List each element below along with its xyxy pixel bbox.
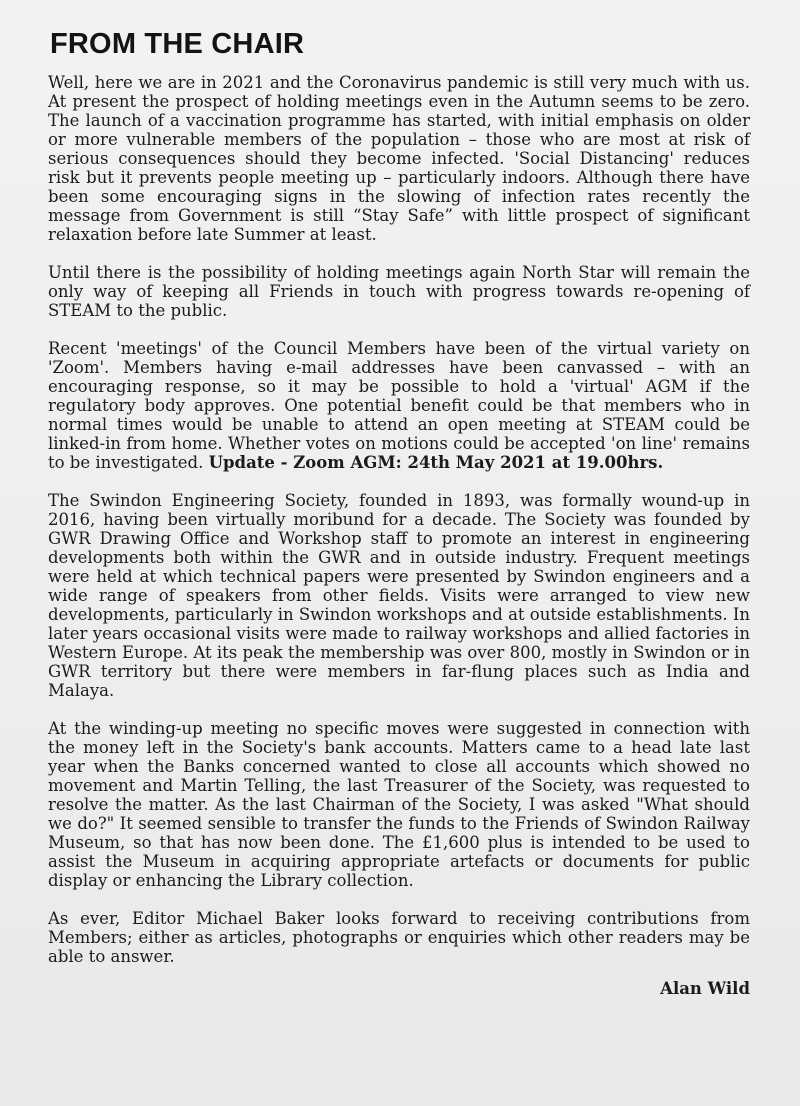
article	[48, 28, 750, 998]
zoom-meetings-text: Recent 'meetings' of the Council Members have been of the virtual variety on 'Zoom'. Members having e-mail addresses have been canvassed – with an encouraging response, so it may be possible to hold a 'virtual' AGM if the regulatory body approves. One potential benefit could be that members who in normal times would be unable to attend an open meeting at STEAM could be linked-in from home. Whether votes on motions could be accepted 'on line' remains to be investigated.	[48, 339, 750, 472]
paragraph-pandemic: Well, here we are in 2021 and the Coronavirus pandemic is still very much with us. At present the prospect of holding meetings even in the Autumn seems to be zero. The launch of a vaccination programme has started, with initial emphasis on older or more vulnerable members of the population – those who are most at risk of serious consequences should they become infected. 'Social Distancing' reduces risk but it prevents people meeting up – particularly indoors. Although there have been some encouraging signs in the slowing of infection rates recently the message from Government is still “Stay Safe” with little prospect of significant relaxation before late Summer at least.	[48, 73, 750, 244]
paragraph-zoom-meetings	[48, 339, 750, 472]
paragraph-contributions: As ever, Editor Michael Baker looks forward to receiving contributions from Members; either as articles, photographs or enquiries which other readers may be able to answer.	[48, 909, 750, 966]
author-signature: Alan Wild	[660, 979, 750, 998]
page-title: FROM THE CHAIR	[50, 28, 305, 60]
paragraph-engineering-society: The Swindon Engineering Society, founded in 1893, was formally wound-up in 2016, having been virtually moribund for a decade. The Society was founded by GWR Drawing Office and Workshop staff to promote an interest in engineering developments both within the GWR and in outside industry. Frequent meetings were held at which technical papers were presented by Swindon engineers and a wide range of speakers from other fields. Visits were arranged to view new developments, particularly in Swindon workshops and at outside establishments. In later years occasional visits were made to railway workshops and allied factories in Western Europe. At its peak the membership was over 800, mostly in Swindon or in GWR territory but there were members in far-flung places such as India and Malaya.	[48, 491, 750, 700]
paragraph-north-star: Until there is the possibility of holding meetings again North Star will remain the only way of keeping all Friends in touch with progress towards re-opening of STEAM to the public.	[48, 263, 750, 320]
paragraph-winding-up: At the winding-up meeting no specific moves were suggested in connection with the money left in the Society's bank accounts. Matters came to a head late last year when the Banks concerned wanted to close all accounts which showed no movement and Martin Telling, the last Treasurer of the Society, was requested to resolve the matter. As the last Chairman of the Society, I was asked "What should we do?" It seemed sensible to transfer the funds to the Friends of Swindon Railway Museum, so that has now been done. The £1,600 plus is intended to be used to assist the Museum in acquiring appropriate artefacts or documents for public display or enhancing the Library collection.	[48, 719, 750, 890]
agm-update-notice: Update - Zoom AGM: 24th May 2021 at 19.00hrs.	[208, 453, 664, 472]
